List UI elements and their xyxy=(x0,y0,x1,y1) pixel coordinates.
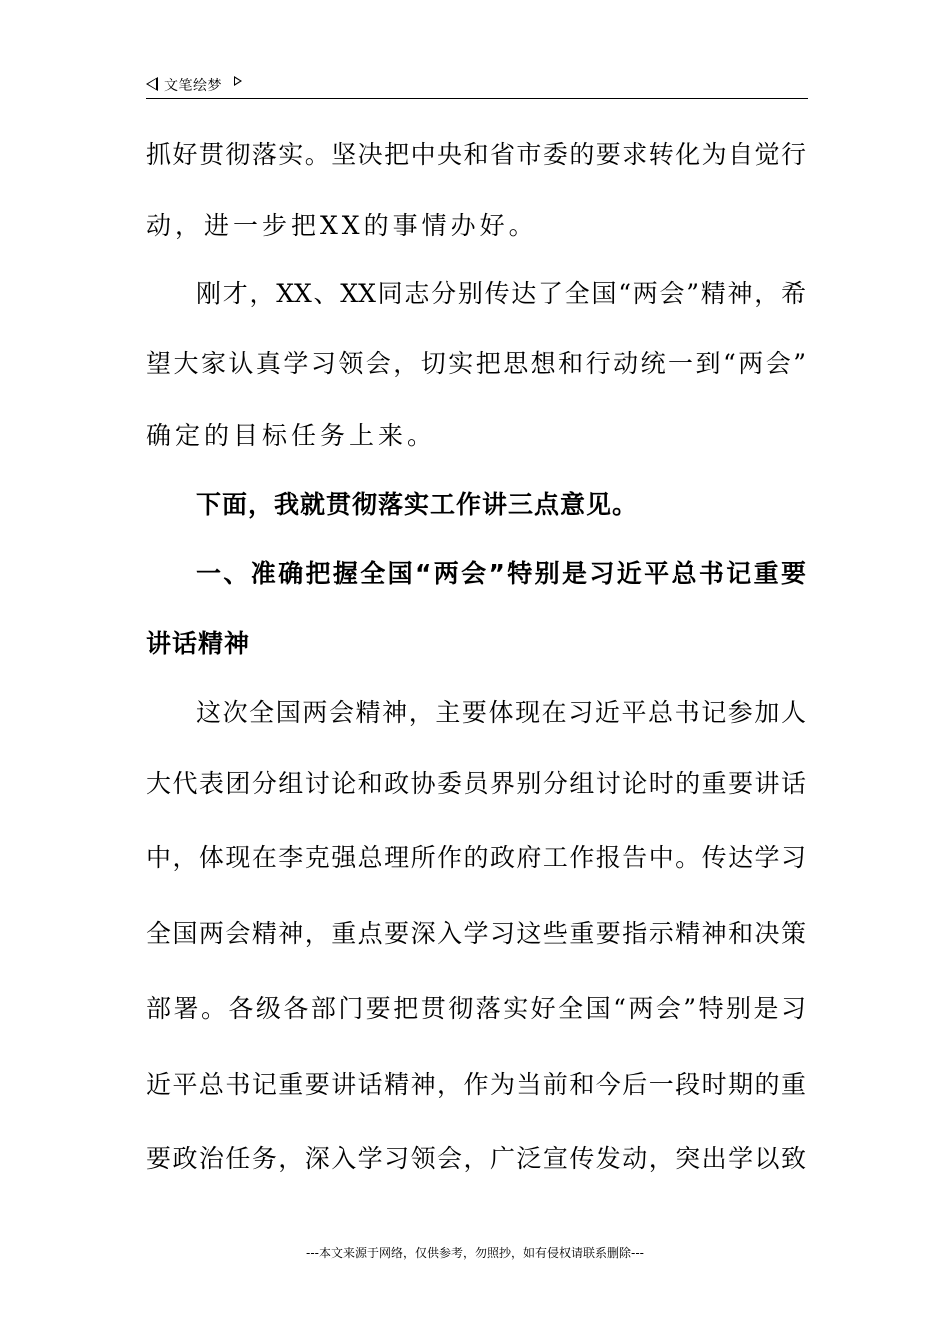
text-line: 要政治任务，深入学习领会，广泛宣传发动，突出学以致 xyxy=(146,1144,806,1173)
text-line: 抓好贯彻落实。坚决把中央和省市委的要求转化为自觉行 xyxy=(146,140,806,169)
triangle-right-icon xyxy=(234,76,242,86)
text-line: 部署。各级各部门要把贯彻落实好全国“两会”特别是习 xyxy=(146,994,806,1023)
section-heading: 一、准确把握全国“两会”特别是习近平总书记重要 xyxy=(196,559,806,588)
text-line: 大代表团分组讨论和政协委员界别分组讨论时的重要讲话 xyxy=(146,769,806,798)
footer-disclaimer: ---本文来源于网络，仅供参考，勿照抄，如有侵权请联系删除--- xyxy=(306,1246,644,1260)
header-title: 文笔绘梦 xyxy=(164,78,222,94)
text-line: 这次全国两会精神，主要体现在习近平总书记参加人 xyxy=(196,698,806,727)
text-line: 望大家认真学习领会，切实把思想和行动统一到“两会” xyxy=(146,349,806,378)
text-line: 刚才，XX、XX同志分别传达了全国“两会”精神，希 xyxy=(196,279,806,308)
text-line: 确定的目标任务上来。 xyxy=(146,421,437,450)
text-line: 全国两会精神，重点要深入学习这些重要指示精神和决策 xyxy=(146,919,806,948)
page-header xyxy=(146,72,808,99)
text-line: 近平总书记重要讲话精神，作为当前和今后一段时期的重 xyxy=(146,1070,806,1099)
triangle-left-icon xyxy=(146,77,158,91)
text-line: 中，体现在李克强总理所作的政府工作报告中。传达学习 xyxy=(146,843,806,872)
text-line: 动，进一步把XX的事情办好。 xyxy=(146,211,538,240)
text-line-bold: 下面，我就贯彻落实工作讲三点意见。 xyxy=(196,490,639,519)
section-heading-continued: 讲话精神 xyxy=(146,629,251,658)
